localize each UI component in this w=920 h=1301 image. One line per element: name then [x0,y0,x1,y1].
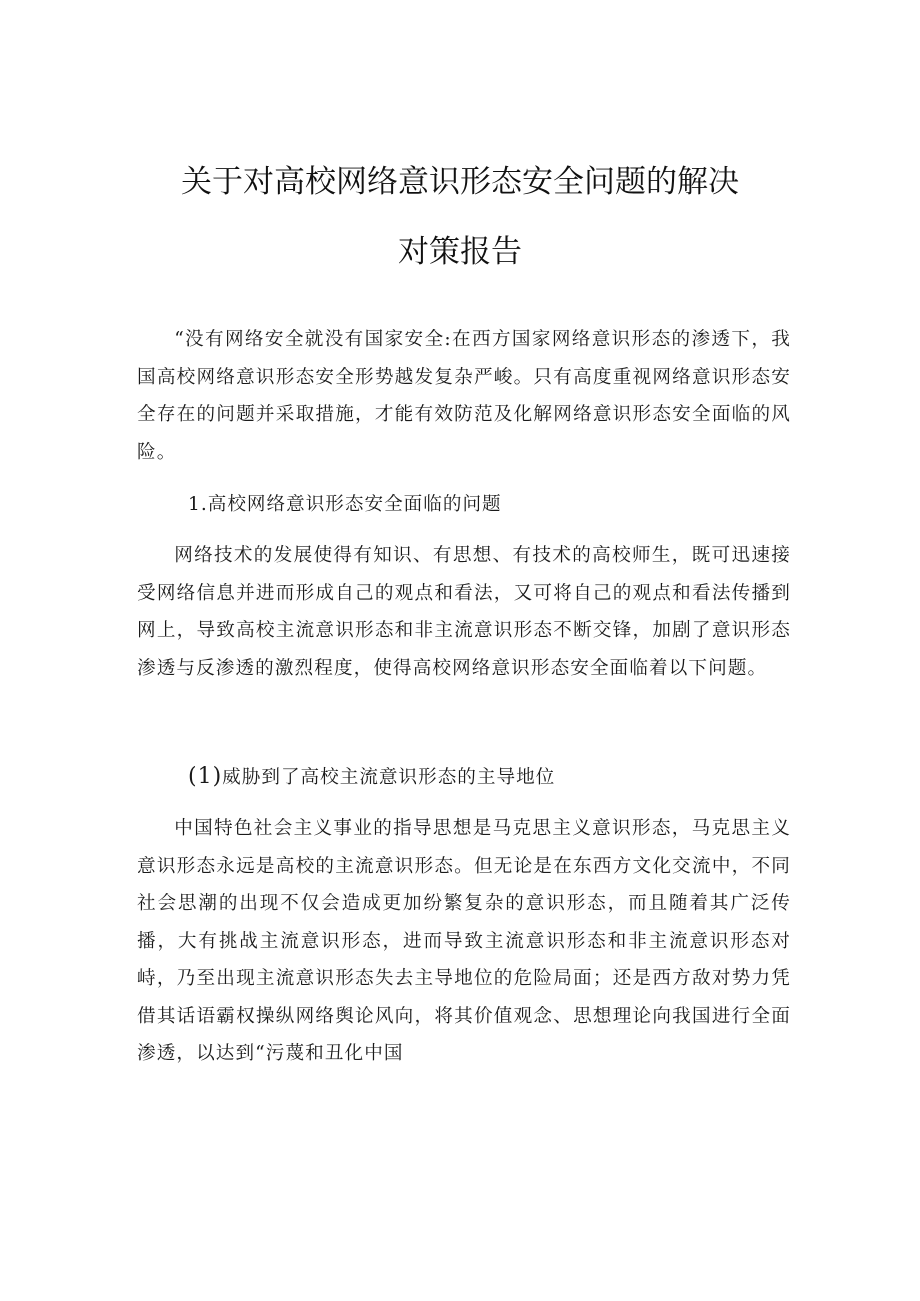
document-title-line-1: 关于对高校网络意识形态安全问题的解决 [181,164,739,200]
section-heading-1: 1.高校网络意识形态安全面临的问题 [188,494,502,515]
document-title-line-2: 对策报告 [398,234,522,270]
subsection-number: (1) [188,764,223,789]
subsection-heading-1 [188,758,555,797]
subsection-heading-text: 威胁到了高校主流意识形态的主导地位 [222,767,556,788]
paragraph-mainstream-ideology: 中国特色社会主义事业的指导思想是马克思主义意识形态，马克思主义意识形态永远是高校的主流意识形态。但无论是在东西方文化交流中，不同社会思潮的出现不仅会造成更加纷繁复杂的意识形态，而且随着其广泛传播，大有挑战主流意识形态，进而导致主流意识形态和非主流意识形态对峙，乃至出现主流意识形态失去主导地位的危险局面；还是西方敌对势力凭借其话语霸权操纵网络舆论风向，将其价值观念、思想理论向我国进行全面渗透，以达到“污蔑和丑化中国 [137,818,791,1064]
paragraph-intro: “没有网络安全就没有国家安全:在西方国家网络意识形态的渗透下，我国高校网络意识形态安全形势越发复杂严峻。只有高度重视网络意识形态安全存在的问题并采取措施，才能有效防范及化解网络意识形态安全面临的风险。 [137,329,791,463]
paragraph-network-technology: 网络技术的发展使得有知识、有思想、有技术的高校师生，既可迅速接受网络信息并进而形成自己的观点和看法，又可将自己的观点和看法传播到网上，导致高校主流意识形态和非主流意识形态不断交锋，加剧了意识形态渗透与反渗透的激烈程度，使得高校网络意识形态安全面临着以下问题。 [137,545,791,679]
